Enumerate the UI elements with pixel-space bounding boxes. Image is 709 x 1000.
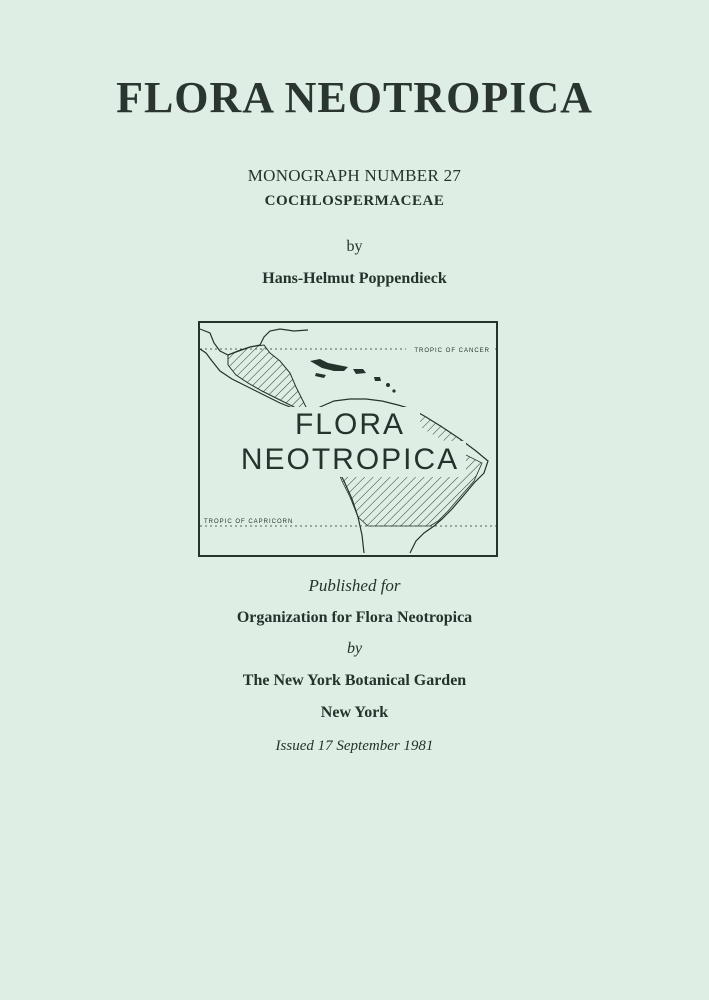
tropic-of-cancer-label: TROPIC OF CANCER bbox=[414, 348, 490, 354]
logo-neotropica-text: NEOTROPICA bbox=[240, 443, 460, 476]
caribbean-islands bbox=[310, 359, 348, 371]
series-title: FLORA NEOTROPICA bbox=[116, 73, 593, 122]
published-for-label: Published for bbox=[308, 576, 401, 595]
publisher-name: The New York Botanical Garden bbox=[242, 672, 467, 689]
organization-name: Organization for Flora Neotropica bbox=[236, 609, 473, 626]
flora-neotropica-logo-map bbox=[198, 321, 498, 557]
logo-flora-text: FLORA bbox=[294, 408, 406, 441]
publisher-place: New York bbox=[320, 704, 389, 721]
by-label: by bbox=[346, 238, 363, 255]
tropic-of-capricorn-label: TROPIC OF CAPRICORN bbox=[204, 519, 294, 525]
family-name: COCHLOSPERMACEAE bbox=[264, 193, 445, 209]
by-italic-label: by bbox=[346, 640, 363, 657]
issue-date: Issued 17 September 1981 bbox=[275, 738, 434, 754]
central-america-hatched bbox=[228, 345, 308, 411]
monograph-number: MONOGRAPH NUMBER 27 bbox=[247, 166, 462, 185]
author-name: Hans-Helmut Poppendieck bbox=[262, 270, 447, 287]
